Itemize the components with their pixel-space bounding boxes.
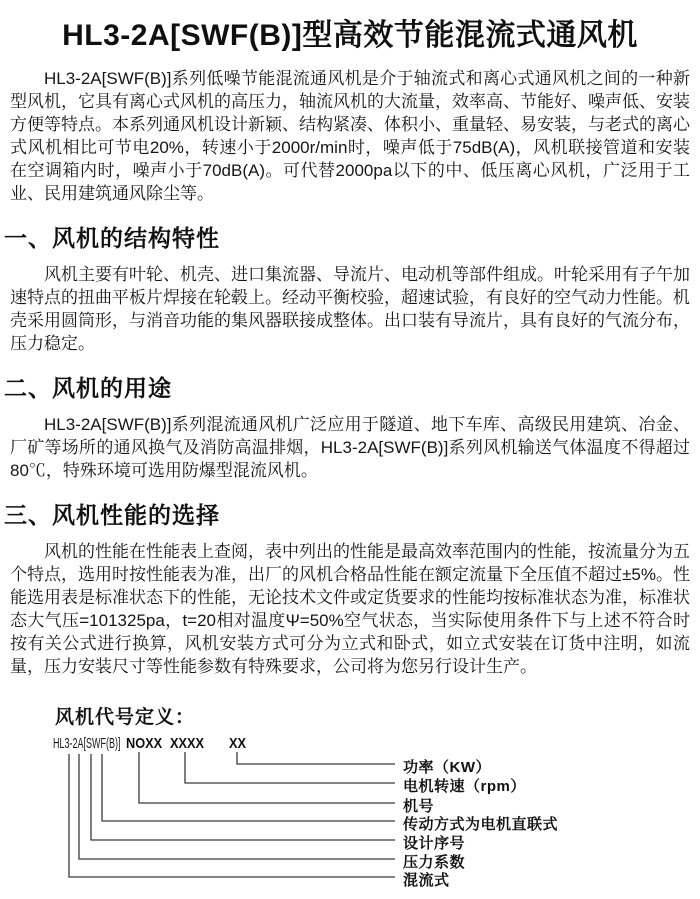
fan-model-code: HL3-2A[SWF(B)] [53, 735, 121, 752]
section-performance-heading: 三、风机性能的选择 [4, 502, 220, 528]
code-part-motor-speed: XXXX [170, 735, 205, 752]
code-label-drive-type: 传动方式为电机直联式 [403, 816, 559, 833]
document-page [0, 10, 700, 889]
code-label-motor-speed: 电机转速（rpm） [403, 778, 526, 795]
code-label-mixed-flow: 混流式 [403, 872, 450, 889]
code-label-power: 功率（KW） [403, 759, 491, 776]
connector-lines [0, 731, 700, 899]
page-title: HL3-2A[SWF(B)]型高效节能混流式通风机 [62, 19, 638, 52]
code-part-power: XX [229, 735, 247, 752]
section-performance-body: 风机的性能在性能表上查阅，表中列出的性能是最高效率范围内的性能，按流量分为五个特点，选用时按性能表为准，出厂的风机合格品性能在额定流量下全压值不超过±5%。性能选用表是标准状态下的性能，无论技术文件或定货要求的性能均按标准状态为准，标准状态大气压=101325pa，t=20相对温度Ψ=50%空气状态，当实际使用条件下与上述不符合时按有关公式进行换算，风机安装方式可分为立式和卧式，如立式安装在订货中注明，如流量，压力安装尺寸等性能参数有特殊要求，公司将为您另行设计生产。 [10, 542, 690, 676]
code-part-machine-no: NOXX [126, 735, 163, 752]
section-structure-heading: 一、风机的结构特性 [4, 225, 220, 251]
section-usage-heading: 二、风机的用途 [4, 375, 172, 401]
code-label-design-serial: 设计序号 [403, 835, 466, 852]
section-structure-body: 风机主要有叶轮、机壳、进口集流器、导流片、电动机等部件组成。叶轮采用有子午加速特点的扭曲平板片焊接在轮毂上。经动平衡校验，超速试验，有良好的空气动力性能。机壳采用圆筒形，与消音功能的集风器联接成整体。出口装有导流片，具有良好的气流分布，压力稳定。 [10, 265, 690, 353]
intro-paragraph: HL3-2A[SWF(B)]系列低噪节能混流通风机是介于轴流式和离心式通风机之间的一种新型风机，它具有离心式风机的高压力，轴流风机的大流量，效率高、节能好、噪声低、安装方便等特点。本系列通风机设计新颖、结构紧凑、体积小、重量轻、易安装，与老式的离心式风机相比可节电20%，转速小于2000r/min时，噪声低于75dB(A)，风机联接管道和安装在空调箱内时，噪声小于70dB(A)。可代替2000pa以下的中、低压离心风机，广泛用于工业、民用建筑通风除尘等。 [10, 69, 690, 203]
code-label-pressure-coefficient: 压力系数 [403, 854, 466, 871]
fan-code-definition-heading: 风机代号定义： [55, 707, 196, 728]
fan-code-diagram [0, 731, 700, 899]
code-label-machine-no: 机号 [403, 798, 435, 815]
section-usage-body: HL3-2A[SWF(B)]系列混流通风机广泛应用于隧道、地下车库、高级民用建筑、冶金、厂矿等场所的通风换气及消防高温排烟，HL3-2A[SWF(B)]系列风机输送气体温度不得超过80℃，特殊环境可选用防爆型混流风机。 [10, 415, 690, 480]
